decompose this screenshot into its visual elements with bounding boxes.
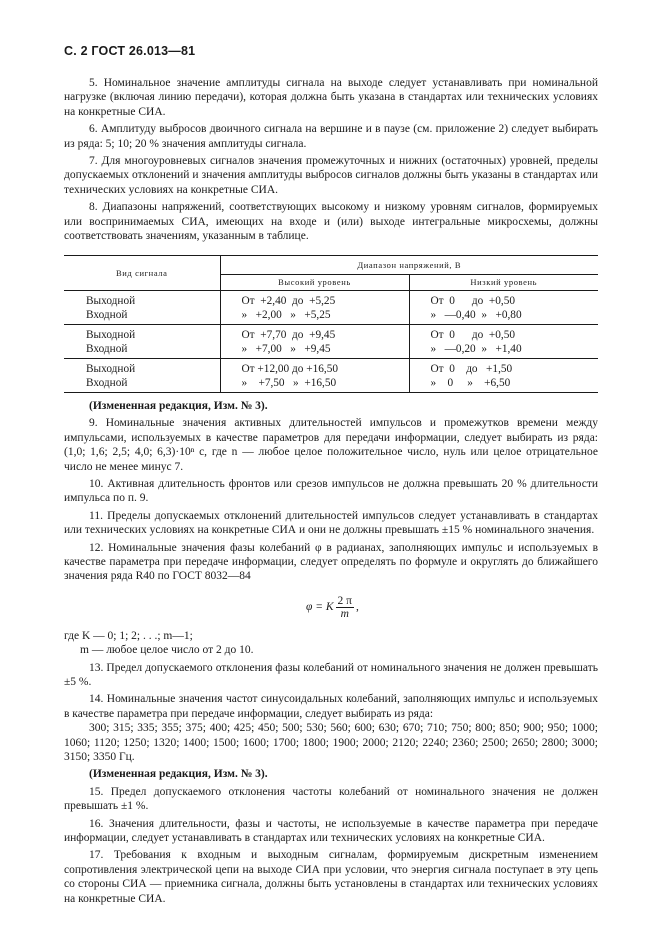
high-range-output: От +2,40 до +5,25: [241, 294, 336, 307]
table-header-low-level: Низкий уровень: [409, 275, 598, 290]
table-header-voltage-range: Диапазон напряжений, В: [220, 256, 598, 275]
paragraph-10: 10. Активная длительность фронтов или срезов импульсов не должна превышать 20 % длительности импульса по п. 9.: [64, 477, 598, 505]
low-range-input: » —0,40 » +0,80: [430, 308, 522, 321]
formula-tail: ,: [355, 601, 359, 614]
table-row: [64, 324, 598, 358]
signal-output: Выходной: [86, 328, 136, 341]
formula-denominator: m: [340, 607, 349, 620]
paragraph-14: 14. Номинальные значения частот синусоидальных колебаний, заполняющих импульс и используемых в качестве параметра при передаче информации, следует выбирать из ряда:: [64, 693, 598, 720]
paragraph-5: 5. Номинальное значение амплитуды сигнала на выходе следует устанавливать при номинальной нагрузке (включая линию передачи), которая должна быть указана в стандартах или технических условиях на конкретные СИА.: [64, 77, 598, 118]
table-header-signal-type: Вид сигнала: [64, 256, 220, 290]
high-range-input: » +2,00 » +5,25: [241, 308, 331, 321]
page-body: [64, 76, 598, 909]
signal-input: Входной: [86, 342, 128, 355]
table-row: [64, 290, 598, 324]
paragraph-11: 11. Пределы допускаемых отклонений длительностей импульсов следует устанавливать в стандартах или технических условиях на конкретные СИА и они не должны превышать ±15 % номинального значения.: [64, 509, 598, 537]
formula-where-k: где K — 0; 1; 2; . . .; m—1;: [64, 629, 193, 642]
paragraph-7: 7. Для многоуровневых сигналов значения промежуточных и нижних (остаточных) уровней, пределы допускаемых отклонений и значения амплитуды выбросов сигналов должны быть указаны в стандартах или технических условиях на конкретные СИА.: [64, 155, 598, 196]
signal-output: Выходной: [86, 294, 136, 307]
frequency-series: 300; 315; 335; 355; 375; 400; 425; 450; 500; 530; 560; 600; 630; 670; 710; 750; 800; 850; 900; 950; 1000; 1060; 1120; 1250; 1320; 1400; 1500; 1600; 1700; 1800; 1900; 2000; 2120; 2240; 2360; 2500; 2650; 2800; 3000; 3150; 3350 Гц.: [64, 722, 598, 763]
table-header-high-level: Высокий уровень: [220, 275, 409, 290]
amendment-note: (Измененная редакция, Изм. № 3).: [89, 768, 268, 781]
signal-output: Выходной: [86, 362, 136, 375]
signal-input: Входной: [86, 376, 128, 389]
signal-input: Входной: [86, 308, 128, 321]
high-range-input: » +7,50 » +16,50: [241, 376, 337, 389]
paragraph-16: 16. Значения длительности, фазы и частоты, не используемые в качестве параметра при передаче информации, следует устанавливать в стандартах или технических условиях на конкретные СИА.: [64, 817, 598, 845]
page-header: С. 2 ГОСТ 26.013—81: [64, 44, 196, 58]
paragraph-9: 9. Номинальные значения активных длительностей импульсов и промежутков времени между импульсами, используемых в качестве параметров для передачи информации, следует выбирать из ряда: (1,0; 1,6; 2,5; 4,0; 6,3)·10ⁿ с, где n — любое целое положительное число, нуль или целое отрицательное число не менее минус 7.: [64, 417, 598, 473]
table-row: [64, 358, 598, 392]
formula-numerator: 2 π: [337, 594, 352, 607]
formula-where-m: m — любое целое число от 2 до 10.: [80, 644, 254, 657]
formula-lhs: φ = K: [306, 601, 334, 614]
paragraph-17: 17. Требования к входным и выходным сигналам, формируемым дискретным изменением сопротивления электрической цепи на выходе СИА при условии, что энергия сигнала поступает в эту цепь со стороны СИА — приемника сигнала, должны быть установлены в стандартах или технических условиях на конкретные СИА.: [64, 849, 598, 905]
amendment-note: (Измененная редакция, Изм. № 3).: [89, 399, 268, 412]
low-range-output: От 0 до +1,50: [430, 362, 513, 375]
paragraph-8: 8. Диапазоны напряжений, соответствующих высокому и низкому уровням сигналов, формируемых или воспринимаемых СИА, имеющих на входе и (или) выходе интегральные микросхемы, должны соответствовать значениям, указанным в таблице.: [64, 201, 598, 243]
paragraph-13: 13. Предел допускаемого отклонения фазы колебаний от номинального значения не должен превышать ±5 %.: [64, 661, 598, 688]
phase-formula: [64, 592, 598, 624]
low-range-input: » —0,20 » +1,40: [430, 342, 522, 355]
high-range-output: От +12,00 до +16,50: [241, 362, 339, 375]
high-range-input: » +7,00 » +9,45: [241, 342, 331, 355]
low-range-input: » 0 » +6,50: [430, 376, 511, 389]
formula-fraction: [336, 595, 354, 620]
voltage-range-table: [64, 255, 598, 392]
paragraph-12: 12. Номинальные значения фазы колебаний φ в радианах, заполняющих импульс и используемых в качестве параметра при передаче информации, следует определять по формуле и округлять до ближайшего значения ряда R40 по ГОСТ 8032—84: [64, 541, 598, 583]
high-range-output: От +7,70 до +9,45: [241, 328, 336, 341]
low-range-output: От 0 до +0,50: [430, 328, 516, 341]
paragraph-15: 15. Предел допускаемого отклонения частоты колебаний от номинального значения не должен превышать ±1 %.: [64, 785, 598, 813]
paragraph-6: 6. Амплитуду выбросов двоичного сигнала на вершине и в паузе (см. приложение 2) следует выбирать из ряда: 5; 10; 20 % значения амплитуды сигнала.: [64, 123, 598, 150]
low-range-output: От 0 до +0,50: [430, 294, 516, 307]
